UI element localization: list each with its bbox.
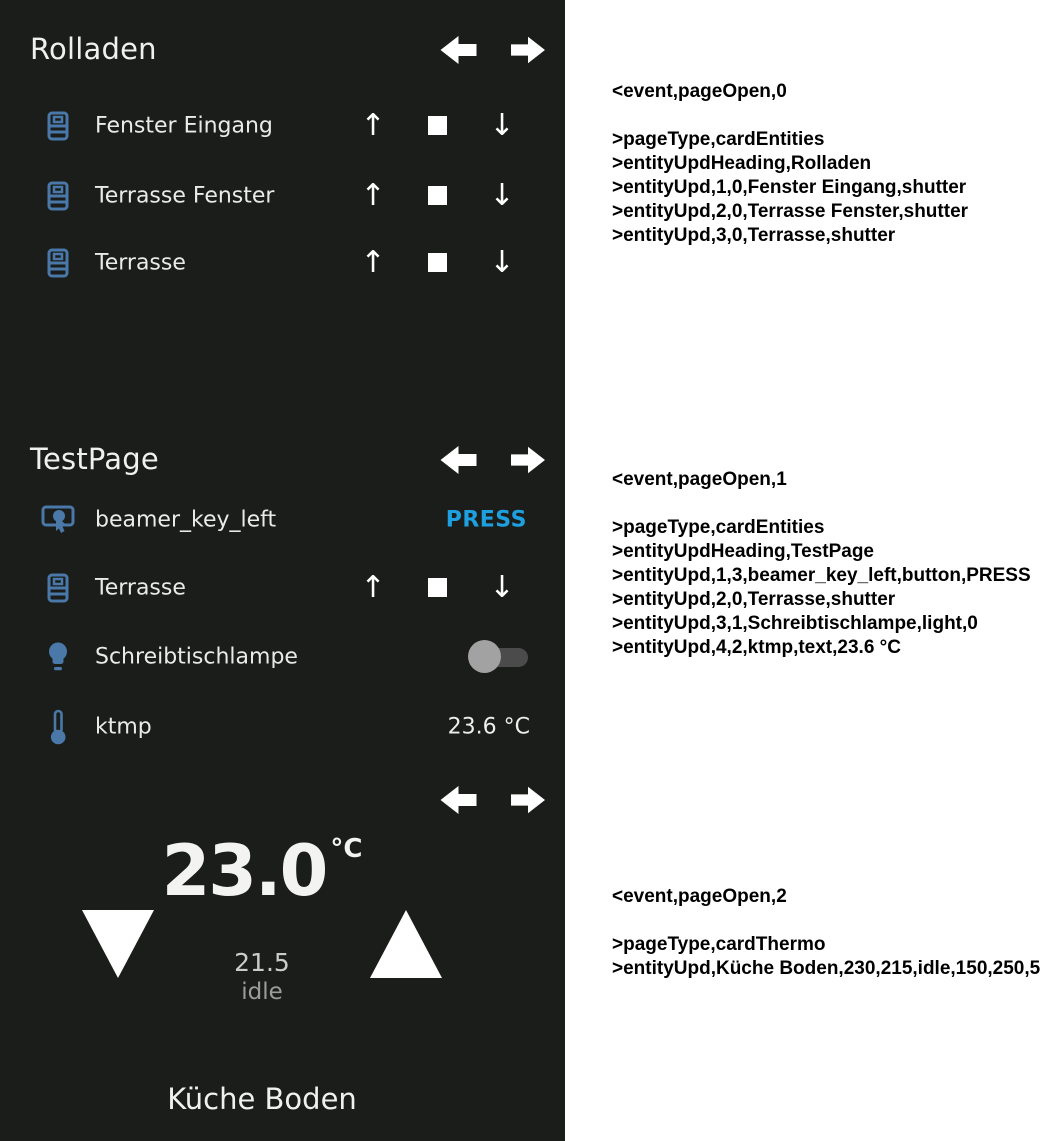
entity-label: beamer_key_left [95,507,277,533]
press-button[interactable]: PRESS [445,507,527,533]
window-shutter-icon [40,181,76,211]
page-prev-button[interactable] [440,786,477,814]
page-nav [440,36,545,64]
page-nav [440,786,545,814]
log-block-page2 [612,885,1045,981]
log-line: >pageType,cardThermo [612,934,826,955]
log-blank-line [612,909,1045,933]
log-line: >entityUpd,Küche Boden,230,215,idle,150,250,5 [612,958,1041,979]
entity-row [0,104,565,148]
temperature-value: 23.6 °C [447,714,530,740]
page-nav [440,446,545,474]
window-shutter-icon [40,248,76,278]
entity-label: Fenster Eingang [95,113,273,139]
arrow-left-icon [440,446,477,474]
shutter-down-button[interactable]: ↓ [484,566,520,610]
arrow-right-icon [511,446,545,474]
shutter-stop-button[interactable] [428,253,447,272]
entity-label: Terrasse [95,575,186,601]
log-line: >entityUpd,2,0,Terrasse Fenster,shutter [612,201,969,222]
log-line: >entityUpd,3,0,Terrasse,shutter [612,225,896,246]
log-block-page0 [612,80,1045,248]
page-next-button[interactable] [511,446,545,474]
entity-label: Schreibtischlampe [95,644,298,670]
log-line: >entityUpdHeading,TestPage [612,541,875,562]
log-line: >pageType,cardEntities [612,517,825,538]
shutter-stop-button[interactable] [428,116,447,135]
thermostat-title: Küche Boden [167,1082,357,1116]
window-shutter-icon [40,573,76,603]
log-event-line: <event,pageOpen,0 [612,81,787,102]
page-next-button[interactable] [511,36,545,64]
light-toggle-switch[interactable] [468,640,528,674]
shutter-down-button[interactable]: ↓ [484,241,520,285]
arrow-right-icon [511,786,545,814]
stop-square-icon [428,116,447,135]
entity-row [0,241,565,285]
card-title: TestPage [30,442,159,476]
entity-label: Terrasse [95,250,186,276]
toggle-knob [468,640,501,673]
shutter-up-button[interactable]: ↑ [355,241,391,285]
arrow-left-icon [440,36,477,64]
entity-row [0,705,565,749]
card-thermo [0,760,565,1141]
card-entities-rolladen [0,0,565,410]
log-line: >entityUpd,1,0,Fenster Eingang,shutter [612,177,967,198]
lightbulb-icon [40,641,76,673]
shutter-up-button[interactable]: ↑ [355,104,391,148]
log-line: >entityUpdHeading,Rolladen [612,153,872,174]
entity-label: Terrasse Fenster [95,183,275,209]
shutter-up-button[interactable]: ↑ [355,174,391,218]
entity-row [0,498,565,542]
entity-label: ktmp [95,714,152,740]
shutter-stop-button[interactable] [428,186,447,205]
log-event-line: <event,pageOpen,2 [612,886,787,907]
shutter-up-button[interactable]: ↑ [355,566,391,610]
page-prev-button[interactable] [440,36,477,64]
log-blank-line [612,492,1045,516]
stop-square-icon [428,253,447,272]
shutter-stop-button[interactable] [428,578,447,597]
window-shutter-icon [40,111,76,141]
log-block-page1 [612,468,1045,660]
card-entities-testpage [0,410,565,760]
log-event-line: <event,pageOpen,1 [612,469,787,490]
stop-square-icon [428,578,447,597]
entity-row [0,174,565,218]
hvac-state: idle [241,979,283,1005]
entity-row [0,635,565,679]
stop-square-icon [428,186,447,205]
log-line: >entityUpd,3,1,Schreibtischlampe,light,0 [612,613,978,634]
arrow-left-icon [440,786,477,814]
log-blank-line [612,104,1045,128]
page-next-button[interactable] [511,786,545,814]
target-temperature: 21.5 [234,948,290,977]
entity-row [0,566,565,610]
shutter-down-button[interactable]: ↓ [484,104,520,148]
gesture-tap-button-icon [40,504,76,536]
log-line: >pageType,cardEntities [612,129,825,150]
temperature-unit: °C [330,834,363,864]
log-line: >entityUpd,1,3,beamer_key_left,button,PRESS [612,565,1031,586]
current-temperature [0,830,524,912]
card-title: Rolladen [30,32,157,66]
log-line: >entityUpd,4,2,ktmp,text,23.6 °C [612,637,901,658]
thermometer-icon [40,709,76,745]
arrow-right-icon [511,36,545,64]
log-line: >entityUpd,2,0,Terrasse,shutter [612,589,896,610]
shutter-down-button[interactable]: ↓ [484,174,520,218]
page-prev-button[interactable] [440,446,477,474]
current-temperature-value: 23.0 [161,830,327,912]
